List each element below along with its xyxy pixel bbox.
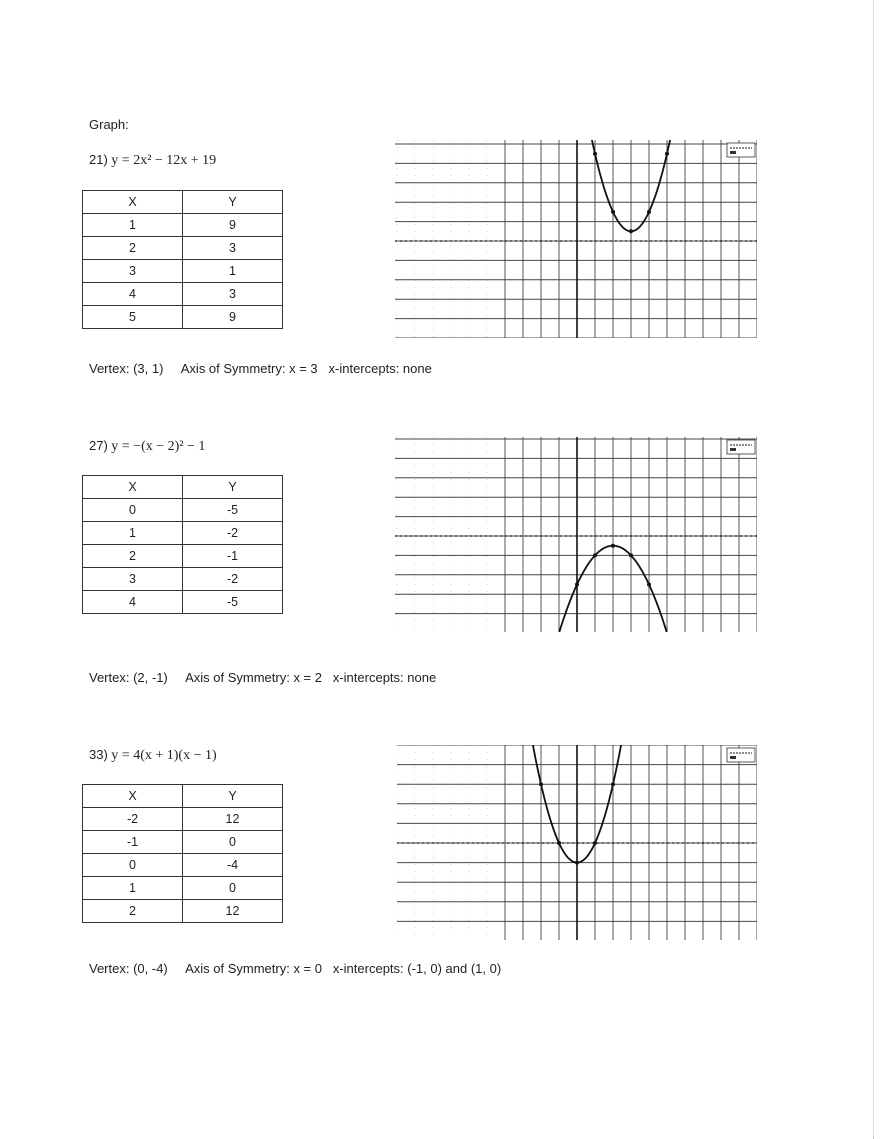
equation-text: y = −(x − 2)² − 1 xyxy=(111,439,206,454)
xy-table-33 xyxy=(82,784,283,923)
table-row xyxy=(83,214,283,237)
cell-y: -1 xyxy=(183,545,283,568)
equation-text: y = 2x² − 12x + 19 xyxy=(111,153,217,168)
cell-x: 1 xyxy=(83,522,183,545)
vertex-label: Vertex: (2, -1) xyxy=(89,670,168,685)
cell-y: 9 xyxy=(183,306,283,329)
cell-x: 5 xyxy=(83,306,183,329)
vertex-label: Vertex: (0, -4) xyxy=(89,961,168,976)
answers-21 xyxy=(89,361,432,376)
cell-x: 0 xyxy=(83,499,183,522)
cell-y: -5 xyxy=(183,591,283,614)
cell-x: 1 xyxy=(83,214,183,237)
cell-y: -2 xyxy=(183,568,283,591)
cell-x: -2 xyxy=(83,808,183,831)
header-y: Y xyxy=(183,191,283,214)
legend-box xyxy=(727,748,755,762)
table-row xyxy=(83,306,283,329)
cell-y: 3 xyxy=(183,237,283,260)
cell-y: -5 xyxy=(183,499,283,522)
header-x: X xyxy=(83,191,183,214)
data-point xyxy=(593,152,597,156)
intercepts-label: x-intercepts: none xyxy=(332,670,437,685)
answers-27 xyxy=(89,670,436,685)
axis-label: Axis of Symmetry: x = 2 xyxy=(185,670,322,685)
legend-swatch xyxy=(730,756,736,759)
intercepts-label: x-intercepts: none xyxy=(328,361,432,376)
table-header-row xyxy=(83,785,283,808)
table-row xyxy=(83,831,283,854)
cell-x: -1 xyxy=(83,831,183,854)
cell-y: 3 xyxy=(183,283,283,306)
table-row xyxy=(83,854,283,877)
data-point xyxy=(557,841,561,845)
cell-x: 4 xyxy=(83,283,183,306)
table-row xyxy=(83,260,283,283)
parabola-graph-21 xyxy=(395,140,757,338)
intercepts-label: x-intercepts: (-1, 0) and (1, 0) xyxy=(332,961,502,976)
cell-y: -2 xyxy=(183,522,283,545)
xy-table-21 xyxy=(82,190,283,329)
table-row xyxy=(83,237,283,260)
parabola-graph-33 xyxy=(397,745,757,940)
answers-33 xyxy=(89,961,501,976)
cell-x: 4 xyxy=(83,591,183,614)
header-y: Y xyxy=(183,476,283,499)
axis-label: Axis of Symmetry: x = 0 xyxy=(185,961,322,976)
table-header-row xyxy=(83,476,283,499)
cell-y: 12 xyxy=(183,900,283,923)
header-y: Y xyxy=(183,785,283,808)
cell-y: 12 xyxy=(183,808,283,831)
table-row xyxy=(83,568,283,591)
cell-y: 1 xyxy=(183,260,283,283)
table-row xyxy=(83,808,283,831)
cell-x: 3 xyxy=(83,568,183,591)
graph-heading: Graph: xyxy=(89,117,129,132)
table-row xyxy=(83,900,283,923)
data-point xyxy=(611,544,615,548)
data-point xyxy=(611,782,615,786)
table-row xyxy=(83,591,283,614)
data-point xyxy=(665,152,669,156)
cell-y: 0 xyxy=(183,877,283,900)
axis-label: Axis of Symmetry: x = 3 xyxy=(180,361,318,376)
data-point xyxy=(575,583,579,587)
cell-x: 2 xyxy=(83,545,183,568)
cell-y: 9 xyxy=(183,214,283,237)
data-point xyxy=(593,553,597,557)
data-point xyxy=(629,229,633,233)
equation-text: y = 4(x + 1)(x − 1) xyxy=(111,748,217,763)
data-point xyxy=(593,841,597,845)
legend-swatch xyxy=(730,448,736,451)
table-row xyxy=(83,877,283,900)
problem-27-equation xyxy=(89,438,205,455)
table-row xyxy=(83,522,283,545)
problem-number: 27) xyxy=(89,438,108,453)
vertex-label: Vertex: (3, 1) xyxy=(89,361,164,376)
table-header-row xyxy=(83,191,283,214)
table-row xyxy=(83,545,283,568)
cell-x: 1 xyxy=(83,877,183,900)
xy-table-27 xyxy=(82,475,283,614)
cell-y: -4 xyxy=(183,854,283,877)
table-row xyxy=(83,499,283,522)
parabola-graph-27 xyxy=(395,437,757,632)
problem-number: 33) xyxy=(89,747,108,762)
data-point xyxy=(575,861,579,865)
cell-x: 3 xyxy=(83,260,183,283)
cell-x: 0 xyxy=(83,854,183,877)
data-point xyxy=(629,553,633,557)
scan-edge xyxy=(872,0,874,1139)
cell-x: 2 xyxy=(83,900,183,923)
problem-number: 21) xyxy=(89,152,108,167)
header-x: X xyxy=(83,476,183,499)
header-x: X xyxy=(83,785,183,808)
problem-21-equation xyxy=(89,152,216,169)
cell-y: 0 xyxy=(183,831,283,854)
table-row xyxy=(83,283,283,306)
data-point xyxy=(647,583,651,587)
data-point xyxy=(647,210,651,214)
legend-box xyxy=(727,440,755,454)
data-point xyxy=(539,782,543,786)
cell-x: 2 xyxy=(83,237,183,260)
problem-33-equation xyxy=(89,747,217,764)
legend-box xyxy=(727,143,755,157)
legend-swatch xyxy=(730,151,736,154)
data-point xyxy=(611,210,615,214)
